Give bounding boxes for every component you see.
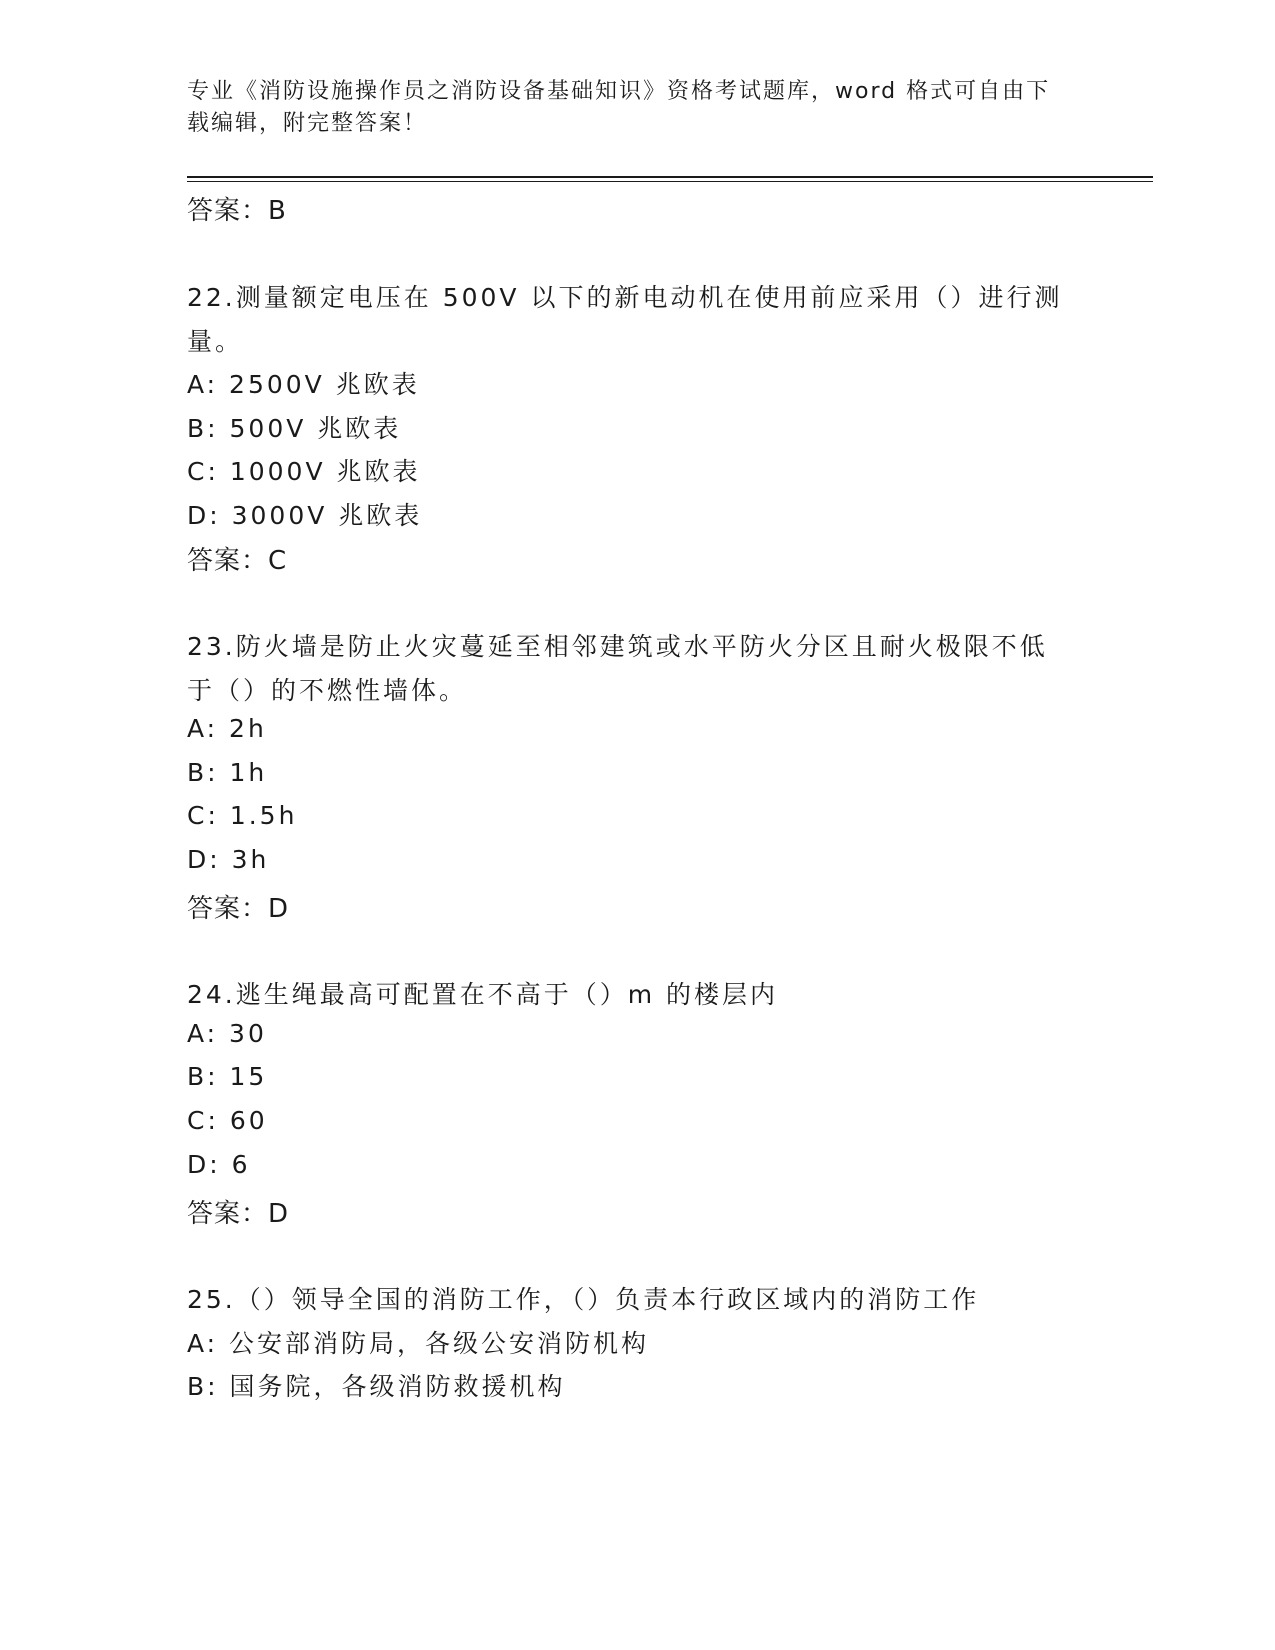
question-22-option-c: C: 1000V 兆欧表 xyxy=(187,457,421,486)
question-24-stem: 24.逃生绳最高可配置在不高于（）m 的楼层内 xyxy=(187,980,779,1009)
question-23-option-a: A: 2h xyxy=(187,714,267,743)
question-23-stem-line-1: 23.防火墙是防止火灾蔓延至相邻建筑或水平防火分区且耐火极限不低 xyxy=(187,632,1048,661)
question-22-answer: 答案：C xyxy=(187,546,288,576)
document-header-line-1: 专业《消防设施操作员之消防设备基础知识》资格考试题库，word 格式可自由下 xyxy=(187,79,1051,104)
question-22-option-b: B: 500V 兆欧表 xyxy=(187,414,402,443)
question-24-option-d: D: 6 xyxy=(187,1150,251,1179)
question-23-answer: 答案：D xyxy=(187,894,290,924)
question-25-stem: 25.（）领导全国的消防工作，（）负责本行政区域内的消防工作 xyxy=(187,1285,980,1314)
question-24-option-a: A: 30 xyxy=(187,1019,267,1048)
question-25-option-b: B: 国务院，各级消防救援机构 xyxy=(187,1372,566,1401)
question-23-option-d: D: 3h xyxy=(187,845,270,874)
question-24-option-b: B: 15 xyxy=(187,1062,268,1091)
header-divider-top xyxy=(187,176,1153,178)
question-23-stem-line-2: 于（）的不燃性墙体。 xyxy=(187,676,468,705)
question-22-option-a: A: 2500V 兆欧表 xyxy=(187,370,420,399)
question-22-stem-line-2: 量。 xyxy=(187,327,244,356)
question-24-option-c: C: 60 xyxy=(187,1106,268,1135)
answer-21: 答案：B xyxy=(187,196,287,226)
header-divider-bottom xyxy=(187,181,1153,182)
question-24-answer: 答案：D xyxy=(187,1199,290,1229)
question-22-option-d: D: 3000V 兆欧表 xyxy=(187,501,423,530)
question-22-stem-line-1: 22.测量额定电压在 500V 以下的新电动机在使用前应采用（）进行测 xyxy=(187,283,1063,312)
document-header-line-2: 载编辑，附完整答案！ xyxy=(187,111,428,136)
question-23-option-b: B: 1h xyxy=(187,758,268,787)
question-25-option-a: A: 公安部消防局，各级公安消防机构 xyxy=(187,1329,650,1358)
question-23-option-c: C: 1.5h xyxy=(187,801,298,830)
